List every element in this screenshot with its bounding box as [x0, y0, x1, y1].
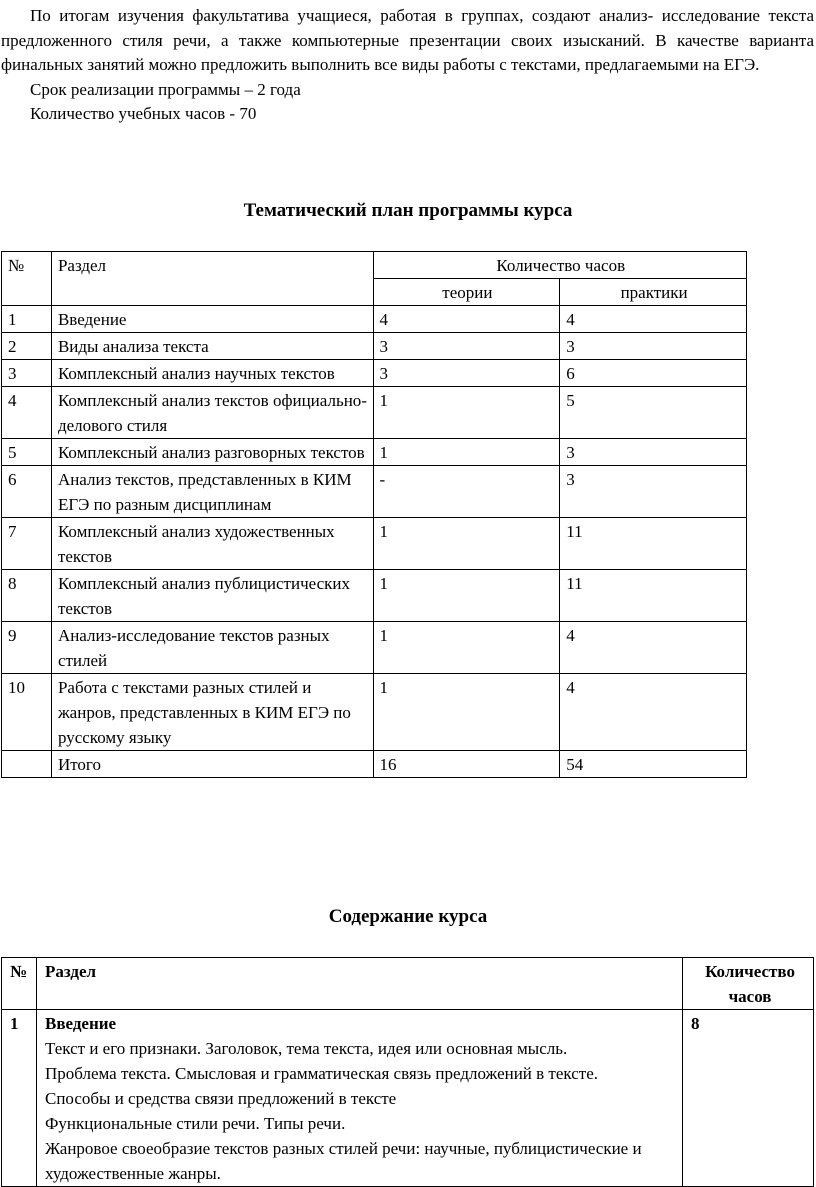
thematic-plan-table: [1, 251, 747, 778]
row-theory-hours: 1: [373, 387, 560, 439]
course-content-table: [1, 957, 814, 1187]
row-practice-hours: 3: [560, 333, 747, 360]
content-section-title: Введение: [44, 1014, 117, 1033]
content-title: Содержание курса: [328, 906, 488, 927]
intro-paragraph: По итогам изучения факультатива учащиеся, работая в группах, создают анализ- исследование текста предложенного стиля речи, а также компьютерные презентации своих изысканий. В качестве варианта финальных занятий можно предложить выполнить все виды работы с текстами, предлагаемыми на ЕГЭ.: [1, 6, 814, 74]
col-header-theory: теории: [373, 279, 560, 306]
content-header-num: №: [2, 958, 37, 1010]
row-section: Комплексный анализ публицистических текстов: [51, 570, 373, 622]
row-section: Комплексный анализ научных текстов: [51, 360, 373, 387]
content-header-row: [2, 958, 814, 1010]
row-num: 9: [2, 622, 52, 674]
row-theory-hours: 1: [373, 439, 560, 466]
row-practice-hours: 11: [560, 518, 747, 570]
table-row: [2, 518, 747, 570]
row-section: Введение: [51, 306, 373, 333]
row-theory-hours: 1: [373, 518, 560, 570]
row-num: 4: [2, 387, 52, 439]
col-header-section: Раздел: [51, 252, 373, 306]
table-row: [2, 466, 747, 518]
table-row: [2, 622, 747, 674]
content-header-hours: Количество часов: [683, 958, 814, 1010]
plan-title: Тематический план программы курса: [243, 200, 573, 221]
row-section: Анализ текстов, представленных в КИМ ЕГЭ по разным дисциплинам: [51, 466, 373, 518]
col-header-practice: практики: [560, 279, 747, 306]
row-num: 10: [2, 674, 52, 751]
row-section: Комплексный анализ разговорных текстов: [51, 439, 373, 466]
row-practice-hours: 3: [560, 439, 747, 466]
content-row: [2, 1010, 814, 1187]
row-practice-hours: 3: [560, 466, 747, 518]
row-practice-hours: 4: [560, 622, 747, 674]
row-num: 5: [2, 439, 52, 466]
row-practice-hours: 11: [560, 570, 747, 622]
intro-text: [1, 4, 814, 127]
content-row-num: 1: [2, 1010, 37, 1187]
row-practice-hours: 4: [560, 306, 747, 333]
total-row: [2, 751, 747, 778]
program-duration: Срок реализации программы – 2 года: [30, 79, 301, 99]
row-num: 6: [2, 466, 52, 518]
row-theory-hours: 1: [373, 622, 560, 674]
table-row: [2, 306, 747, 333]
row-theory-hours: 4: [373, 306, 560, 333]
row-section: Виды анализа текста: [51, 333, 373, 360]
total-theory: 16: [373, 751, 560, 778]
row-section: Комплексный анализ художественных текстов: [51, 518, 373, 570]
row-section: Анализ-исследование текстов разных стилей: [51, 622, 373, 674]
content-section-line: Текст и его признаки. Заголовок, тема текста, идея или основная мысль.: [44, 1039, 568, 1058]
content-row-hours: 8: [683, 1010, 814, 1187]
plan-header-row: [2, 252, 747, 279]
row-theory-hours: 1: [373, 570, 560, 622]
table-row: [2, 360, 747, 387]
row-practice-hours: 4: [560, 674, 747, 751]
total-practice: 54: [560, 751, 747, 778]
row-section: Работа с текстами разных стилей и жанров, представленных в КИМ ЕГЭ по русскому языку: [51, 674, 373, 751]
content-section-line: Функциональные стили речи. Типы речи.: [44, 1114, 346, 1133]
col-header-num: №: [2, 252, 52, 306]
row-section: Комплексный анализ текстов официально-делового стиля: [51, 387, 373, 439]
row-num: 3: [2, 360, 52, 387]
row-num: 1: [2, 306, 52, 333]
row-num: 7: [2, 518, 52, 570]
table-row: [2, 570, 747, 622]
row-theory-hours: 3: [373, 360, 560, 387]
table-row: [2, 387, 747, 439]
row-theory-hours: 1: [373, 674, 560, 751]
content-row-section: [36, 1010, 682, 1187]
col-header-hours: Количество часов: [373, 252, 746, 279]
row-num: 8: [2, 570, 52, 622]
table-row: [2, 333, 747, 360]
content-section-line: Способы и средства связи предложений в тексте: [44, 1089, 397, 1108]
row-theory-hours: -: [373, 466, 560, 518]
content-header-section: Раздел: [36, 958, 682, 1010]
total-label: Итого: [51, 751, 373, 778]
study-hours: Количество учебных часов - 70: [30, 104, 257, 123]
row-theory-hours: 3: [373, 333, 560, 360]
total-num-empty: [2, 751, 52, 778]
table-row: [2, 439, 747, 466]
table-row: [2, 674, 747, 751]
content-section-line: Жанровое своеобразие текстов разных стилей речи: научные, публицистические и художественные жанры.: [44, 1139, 642, 1183]
content-section-line: Проблема текста. Смысловая и грамматическая связь предложений в тексте.: [44, 1064, 599, 1083]
row-practice-hours: 5: [560, 387, 747, 439]
row-practice-hours: 6: [560, 360, 747, 387]
row-num: 2: [2, 333, 52, 360]
